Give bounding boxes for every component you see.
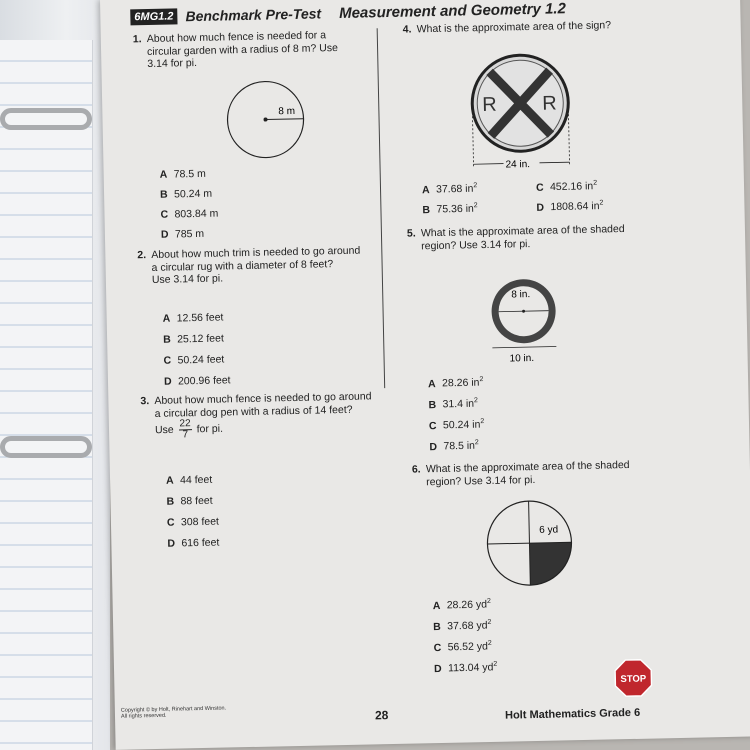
q6-option-b[interactable]: B 37.68 $yd^2$ [433, 618, 492, 633]
worksheet-page [100, 0, 750, 750]
question-text: What is the approximate area of the sign? [416, 19, 612, 36]
question-number: 2. [137, 249, 147, 262]
sign-letter-right: R [542, 92, 557, 115]
question-1 [132, 29, 358, 71]
question-text: What is the approximate area of the shaded region? Use 3.14 for pi. [425, 459, 630, 488]
q1-option-d[interactable]: D 785 m [160, 227, 205, 241]
question-text: About how much fence is needed for a circular garden with a radius of 8 m? Use 3.14 for pi. [146, 29, 339, 71]
question-number: 3. [140, 395, 150, 408]
question-4 [402, 19, 617, 36]
question-number: 5. [406, 227, 416, 240]
page-number: 28 [374, 708, 389, 723]
question-number: 4. [402, 23, 412, 36]
question-5 [406, 223, 631, 252]
question-number: 1. [132, 33, 142, 46]
inner-diameter-label: 8 in. [511, 289, 531, 301]
q3-option-d[interactable]: D 616 feet [167, 536, 220, 550]
outer-diameter-label: 10 in. [509, 352, 535, 365]
binder-ring-bottom [0, 436, 92, 458]
q3-option-c[interactable]: C 308 feet [166, 515, 220, 529]
q2-option-d[interactable]: D 200.96 feet [163, 374, 231, 388]
stop-sign-icon [614, 659, 653, 698]
q6-option-c[interactable]: C 56.52 $yd^2$ [433, 639, 492, 654]
binder-ring-top [0, 108, 92, 130]
question-6 [411, 459, 636, 488]
ring-figure [478, 272, 580, 374]
q5-option-a[interactable]: A 28.26 $in^2$ [427, 376, 484, 390]
q4-option-d[interactable]: D 1808.64 $in^2$ [536, 199, 604, 214]
stop-label: STOP [620, 673, 647, 686]
use-after-text: for pi. [196, 422, 224, 436]
q4-option-a[interactable]: A 37.68 $in^2$ [421, 182, 478, 196]
question-text: About how much fence is needed to go around a circular dog pen with a radius of 14 feet? [154, 390, 372, 420]
question-text: What is the approximate area of the shaded region? Use 3.14 for pi. [420, 223, 625, 252]
copyright: Copyright © by Holt, Rinehart and Winston. All rights reserved. [120, 705, 227, 720]
binder-background [0, 0, 110, 750]
quarter-circle-figure [483, 496, 585, 598]
q4-option-b[interactable]: B 75.36 $in^2$ [422, 202, 478, 216]
use-text: Use [154, 423, 174, 437]
q5-option-c[interactable]: C 50.24 $in^2$ [428, 418, 485, 432]
lined-paper [0, 40, 93, 750]
q3-option-a[interactable]: A 44 feet [165, 473, 213, 487]
question-3 [140, 390, 375, 441]
railroad-sign-figure [461, 52, 583, 174]
page-title: Benchmark Pre-Test [185, 5, 322, 25]
question-2 [137, 244, 367, 286]
question-number: 6. [411, 463, 421, 476]
book-title: Holt Mathematics Grade 6 [504, 706, 641, 722]
question-note: Use 3.14 for pi. [151, 272, 224, 286]
circle-figure-q1 [220, 74, 312, 166]
q2-option-c[interactable]: C 50.24 feet [163, 353, 225, 367]
radius-label-q6: 6 yd [539, 524, 559, 536]
q5-option-b[interactable]: B 31.4 $in^2$ [428, 397, 478, 411]
q3-option-b[interactable]: B 88 feet [166, 494, 213, 508]
q2-option-a[interactable]: A 12.56 feet [162, 311, 224, 325]
sign-diameter-label: 24 in. [505, 159, 531, 171]
column-divider [377, 28, 386, 388]
standard-code: 6MG1.2 [130, 8, 177, 25]
q1-option-b[interactable]: B 50.24 m [159, 187, 213, 201]
q5-option-d[interactable]: D 78.5 $in^2$ [429, 439, 479, 453]
q1-option-c[interactable]: C 803.84 m [160, 207, 219, 221]
q4-option-c[interactable]: C 452.16 $in^2$ [535, 179, 598, 194]
page-subject: Measurement and Geometry 1.2 [338, 0, 567, 22]
sign-letter-left: R [482, 93, 497, 117]
radius-label: 8 m [278, 105, 296, 118]
q6-option-d[interactable]: D 113.04 $yd^2$ [433, 660, 498, 675]
q2-option-b[interactable]: B 25.12 feet [163, 332, 224, 346]
q6-option-a[interactable]: A 28.26 $yd^2$ [432, 597, 491, 612]
question-text: About how much trim is needed to go around a circular rug with a diameter of 8 feet? [151, 244, 361, 274]
q1-option-a[interactable]: A 78.5 m [159, 167, 206, 181]
pi-fraction: $\frac{22}{7}$ [179, 418, 191, 441]
